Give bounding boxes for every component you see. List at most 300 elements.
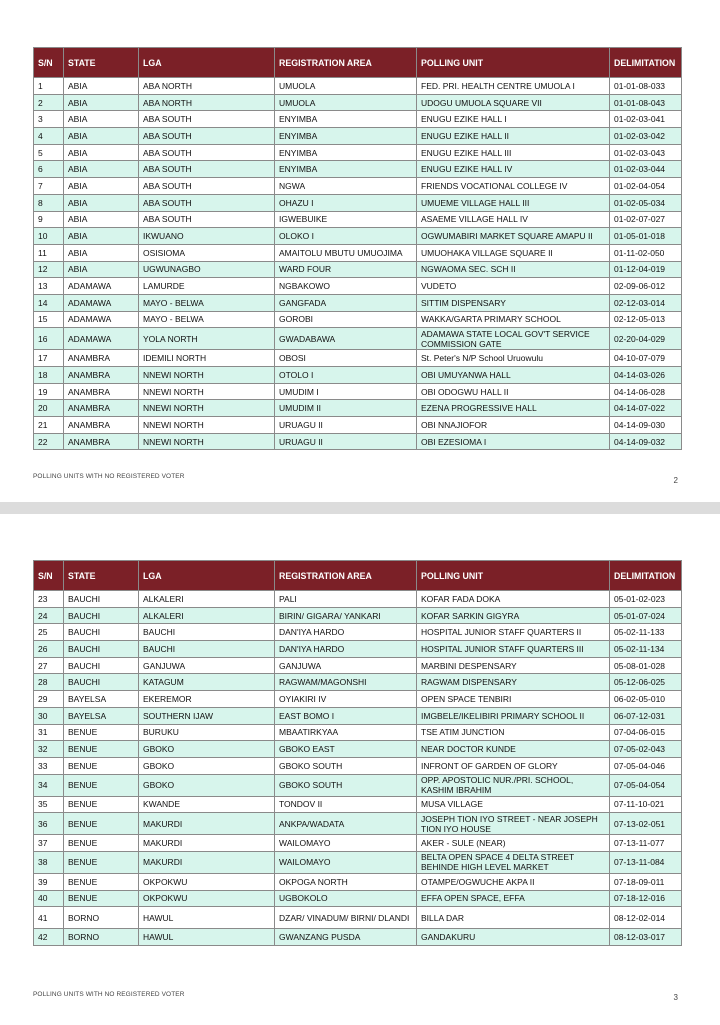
table-row xyxy=(34,78,682,95)
cell-registration-area: UMUOLA xyxy=(275,94,417,111)
table-row xyxy=(34,144,682,161)
cell-registration-area: PALI xyxy=(275,591,417,608)
cell-lga: ABA SOUTH xyxy=(139,211,275,228)
cell-state: BORNO xyxy=(64,907,139,929)
cell-state: ABIA xyxy=(64,178,139,195)
cell-delimitation: 01-02-07-027 xyxy=(610,211,682,228)
cell-state: ABIA xyxy=(64,194,139,211)
cell-delimitation: 04-10-07-079 xyxy=(610,350,682,367)
cell-registration-area: GBOKO EAST xyxy=(275,741,417,758)
table-header-row xyxy=(34,48,682,78)
cell-polling-unit: ENUGU EZIKE HALL III xyxy=(417,144,610,161)
cell-registration-area: WARD FOUR xyxy=(275,261,417,278)
cell-lga: BAUCHI xyxy=(139,641,275,658)
cell-registration-area: OYIAKIRI IV xyxy=(275,691,417,708)
cell-polling-unit: St. Peter's N/P School Uruowulu xyxy=(417,350,610,367)
cell-delimitation: 01-02-03-044 xyxy=(610,161,682,178)
cell-sn: 16 xyxy=(34,328,64,350)
cell-polling-unit: GANDAKURU xyxy=(417,929,610,946)
cell-state: ADAMAWA xyxy=(64,328,139,350)
cell-lga: YOLA NORTH xyxy=(139,328,275,350)
cell-sn: 17 xyxy=(34,350,64,367)
cell-sn: 20 xyxy=(34,400,64,417)
table-row xyxy=(34,591,682,608)
header-polling-unit: POLLING UNIT xyxy=(417,48,610,78)
cell-registration-area: UGBOKOLO xyxy=(275,890,417,907)
cell-sn: 5 xyxy=(34,144,64,161)
cell-delimitation: 07-04-06-015 xyxy=(610,724,682,741)
table-row xyxy=(34,707,682,724)
cell-state: BORNO xyxy=(64,929,139,946)
cell-registration-area: OBOSI xyxy=(275,350,417,367)
cell-registration-area: GBOKO SOUTH xyxy=(275,757,417,774)
header-polling-unit: POLLING UNIT xyxy=(417,561,610,591)
cell-sn: 25 xyxy=(34,624,64,641)
cell-state: ABIA xyxy=(64,128,139,145)
cell-registration-area: NGBAKOWO xyxy=(275,278,417,295)
cell-delimitation: 05-02-11-134 xyxy=(610,641,682,658)
cell-polling-unit: OBI UMUYANWA HALL xyxy=(417,367,610,384)
cell-delimitation: 02-12-05-013 xyxy=(610,311,682,328)
cell-lga: LAMURDE xyxy=(139,278,275,295)
cell-sn: 12 xyxy=(34,261,64,278)
cell-sn: 14 xyxy=(34,294,64,311)
cell-state: ADAMAWA xyxy=(64,311,139,328)
cell-delimitation: 05-01-02-023 xyxy=(610,591,682,608)
cell-state: ANAMBRA xyxy=(64,400,139,417)
cell-registration-area: OKPOGA NORTH xyxy=(275,873,417,890)
cell-lga: GBOKO xyxy=(139,741,275,758)
document-page-3 xyxy=(0,514,720,1025)
cell-lga: ABA SOUTH xyxy=(139,128,275,145)
cell-sn: 9 xyxy=(34,211,64,228)
cell-state: BAUCHI xyxy=(64,607,139,624)
header-state: STATE xyxy=(64,561,139,591)
cell-state: BAYELSA xyxy=(64,691,139,708)
cell-delimitation: 07-13-11-077 xyxy=(610,835,682,852)
header-lga: LGA xyxy=(139,561,275,591)
cell-registration-area: BIRIN/ GIGARA/ YANKARI xyxy=(275,607,417,624)
table-row xyxy=(34,128,682,145)
cell-sn: 13 xyxy=(34,278,64,295)
cell-delimitation: 07-11-10-021 xyxy=(610,796,682,813)
cell-delimitation: 05-12-06-025 xyxy=(610,674,682,691)
table-row xyxy=(34,194,682,211)
cell-polling-unit: RAGWAM DISPENSARY xyxy=(417,674,610,691)
cell-state: ABIA xyxy=(64,111,139,128)
cell-lga: ABA NORTH xyxy=(139,78,275,95)
cell-lga: NNEWI NORTH xyxy=(139,417,275,434)
cell-registration-area: GWANZANG PUSDA xyxy=(275,929,417,946)
cell-state: BENUE xyxy=(64,741,139,758)
cell-state: BENUE xyxy=(64,835,139,852)
cell-lga: KATAGUM xyxy=(139,674,275,691)
cell-sn: 21 xyxy=(34,417,64,434)
cell-delimitation: 02-20-04-029 xyxy=(610,328,682,350)
cell-state: ABIA xyxy=(64,78,139,95)
cell-state: BAUCHI xyxy=(64,657,139,674)
cell-delimitation: 04-14-09-030 xyxy=(610,417,682,434)
cell-registration-area: NGWA xyxy=(275,178,417,195)
cell-sn: 35 xyxy=(34,796,64,813)
cell-lga: MAKURDI xyxy=(139,851,275,873)
table-row xyxy=(34,757,682,774)
table-row xyxy=(34,294,682,311)
cell-sn: 27 xyxy=(34,657,64,674)
cell-polling-unit: HOSPITAL JUNIOR STAFF QUARTERS III xyxy=(417,641,610,658)
cell-registration-area: ENYIMBA xyxy=(275,111,417,128)
cell-polling-unit: OBI NNAJIOFOR xyxy=(417,417,610,434)
cell-lga: GBOKO xyxy=(139,774,275,796)
cell-registration-area: OTOLO I xyxy=(275,367,417,384)
cell-registration-area: AMAITOLU MBUTU UMUOJIMA xyxy=(275,244,417,261)
cell-registration-area: UMUDIM I xyxy=(275,383,417,400)
cell-state: BAYELSA xyxy=(64,707,139,724)
cell-delimitation: 01-02-05-034 xyxy=(610,194,682,211)
cell-registration-area: GANJUWA xyxy=(275,657,417,674)
cell-sn: 10 xyxy=(34,228,64,245)
table-row xyxy=(34,741,682,758)
cell-registration-area: WAILOMAYO xyxy=(275,835,417,852)
table-row xyxy=(34,367,682,384)
cell-polling-unit: MARBINI DESPENSARY xyxy=(417,657,610,674)
cell-polling-unit: BILLA DAR xyxy=(417,907,610,929)
cell-lga: MAYO - BELWA xyxy=(139,311,275,328)
cell-delimitation: 04-14-06-028 xyxy=(610,383,682,400)
cell-lga: IDEMILI NORTH xyxy=(139,350,275,367)
cell-state: ANAMBRA xyxy=(64,383,139,400)
cell-delimitation: 08-12-03-017 xyxy=(610,929,682,946)
page-footer: POLLING UNITS WITH NO REGISTERED VOTER xyxy=(33,991,185,998)
cell-polling-unit: WAKKA/GARTA PRIMARY SCHOOL xyxy=(417,311,610,328)
table-row xyxy=(34,873,682,890)
polling-units-table xyxy=(33,560,682,946)
cell-polling-unit: KOFAR FADA DOKA xyxy=(417,591,610,608)
cell-state: BAUCHI xyxy=(64,641,139,658)
cell-state: BENUE xyxy=(64,796,139,813)
cell-polling-unit: FED. PRI. HEALTH CENTRE UMUOLA I xyxy=(417,78,610,95)
cell-lga: ABA SOUTH xyxy=(139,194,275,211)
cell-sn: 28 xyxy=(34,674,64,691)
document-page-2 xyxy=(0,0,720,502)
cell-state: BENUE xyxy=(64,890,139,907)
cell-lga: GANJUWA xyxy=(139,657,275,674)
cell-state: BAUCHI xyxy=(64,624,139,641)
cell-sn: 38 xyxy=(34,851,64,873)
cell-lga: ALKALERI xyxy=(139,607,275,624)
cell-state: BAUCHI xyxy=(64,674,139,691)
cell-sn: 40 xyxy=(34,890,64,907)
table-row xyxy=(34,724,682,741)
cell-sn: 26 xyxy=(34,641,64,658)
table-row xyxy=(34,890,682,907)
cell-lga: SOUTHERN IJAW xyxy=(139,707,275,724)
cell-delimitation: 02-09-06-012 xyxy=(610,278,682,295)
cell-sn: 6 xyxy=(34,161,64,178)
header-state: STATE xyxy=(64,48,139,78)
table-row xyxy=(34,607,682,624)
table-row xyxy=(34,796,682,813)
cell-polling-unit: EFFA OPEN SPACE, EFFA xyxy=(417,890,610,907)
cell-polling-unit: HOSPITAL JUNIOR STAFF QUARTERS II xyxy=(417,624,610,641)
cell-delimitation: 07-18-09-011 xyxy=(610,873,682,890)
cell-delimitation: 07-05-04-046 xyxy=(610,757,682,774)
header-registration-area: REGISTRATION AREA xyxy=(275,561,417,591)
cell-polling-unit: ADAMAWA STATE LOCAL GOV'T SERVICE COMMISSION GATE xyxy=(417,328,610,350)
cell-lga: HAWUL xyxy=(139,929,275,946)
cell-delimitation: 05-01-07-024 xyxy=(610,607,682,624)
header-sn: S/N xyxy=(34,48,64,78)
cell-state: ABIA xyxy=(64,211,139,228)
cell-registration-area: RAGWAM/MAGONSHI xyxy=(275,674,417,691)
cell-sn: 22 xyxy=(34,433,64,450)
cell-polling-unit: NGWAOMA SEC. SCH II xyxy=(417,261,610,278)
table-row xyxy=(34,433,682,450)
cell-delimitation: 01-05-01-018 xyxy=(610,228,682,245)
cell-sn: 30 xyxy=(34,707,64,724)
cell-state: BENUE xyxy=(64,813,139,835)
cell-registration-area: ANKPA/WADATA xyxy=(275,813,417,835)
cell-state: ADAMAWA xyxy=(64,294,139,311)
cell-sn: 11 xyxy=(34,244,64,261)
table-row xyxy=(34,261,682,278)
cell-lga: ABA SOUTH xyxy=(139,161,275,178)
table-row xyxy=(34,211,682,228)
table-row xyxy=(34,383,682,400)
cell-state: BENUE xyxy=(64,757,139,774)
header-registration-area: REGISTRATION AREA xyxy=(275,48,417,78)
cell-polling-unit: FRIENDS VOCATIONAL COLLEGE IV xyxy=(417,178,610,195)
cell-sn: 18 xyxy=(34,367,64,384)
cell-registration-area: IGWEBUIKE xyxy=(275,211,417,228)
cell-registration-area: ENYIMBA xyxy=(275,144,417,161)
cell-state: ANAMBRA xyxy=(64,367,139,384)
header-delimitation: DELIMITATION xyxy=(610,48,682,78)
cell-lga: ALKALERI xyxy=(139,591,275,608)
cell-registration-area: GWADABAWA xyxy=(275,328,417,350)
cell-polling-unit: OTAMPE/OGWUCHE AKPA II xyxy=(417,873,610,890)
cell-lga: BAUCHI xyxy=(139,624,275,641)
cell-polling-unit: KOFAR SARKIN GIGYRA xyxy=(417,607,610,624)
cell-delimitation: 07-05-02-043 xyxy=(610,741,682,758)
cell-lga: BURUKU xyxy=(139,724,275,741)
cell-sn: 37 xyxy=(34,835,64,852)
cell-delimitation: 07-05-04-054 xyxy=(610,774,682,796)
cell-state: BENUE xyxy=(64,851,139,873)
cell-registration-area: DAN'IYA HARDO xyxy=(275,641,417,658)
cell-polling-unit: OPP. APOSTOLIC NUR./PRI. SCHOOL, KASHIM IBRAHIM xyxy=(417,774,610,796)
cell-state: ABIA xyxy=(64,144,139,161)
cell-sn: 23 xyxy=(34,591,64,608)
cell-lga: ABA SOUTH xyxy=(139,178,275,195)
cell-delimitation: 07-13-02-051 xyxy=(610,813,682,835)
table-row xyxy=(34,350,682,367)
cell-state: ABIA xyxy=(64,261,139,278)
cell-delimitation: 05-08-01-028 xyxy=(610,657,682,674)
cell-lga: NNEWI NORTH xyxy=(139,433,275,450)
cell-lga: IKWUANO xyxy=(139,228,275,245)
cell-polling-unit: AKER - SULE (NEAR) xyxy=(417,835,610,852)
cell-polling-unit: UDOGU UMUOLA SQUARE VII xyxy=(417,94,610,111)
cell-delimitation: 08-12-02-014 xyxy=(610,907,682,929)
table-row xyxy=(34,813,682,835)
cell-polling-unit: ENUGU EZIKE HALL IV xyxy=(417,161,610,178)
cell-sn: 8 xyxy=(34,194,64,211)
cell-state: ABIA xyxy=(64,228,139,245)
cell-delimitation: 01-02-03-042 xyxy=(610,128,682,145)
polling-units-table xyxy=(33,47,682,450)
cell-sn: 7 xyxy=(34,178,64,195)
table-row xyxy=(34,400,682,417)
cell-delimitation: 07-13-11-084 xyxy=(610,851,682,873)
cell-lga: HAWUL xyxy=(139,907,275,929)
table-row xyxy=(34,111,682,128)
cell-registration-area: URUAGU II xyxy=(275,417,417,434)
cell-sn: 15 xyxy=(34,311,64,328)
cell-polling-unit: NEAR DOCTOR KUNDE xyxy=(417,741,610,758)
cell-registration-area: ENYIMBA xyxy=(275,161,417,178)
cell-sn: 31 xyxy=(34,724,64,741)
cell-sn: 34 xyxy=(34,774,64,796)
cell-polling-unit: OBI EZESIOMA I xyxy=(417,433,610,450)
cell-lga: ABA SOUTH xyxy=(139,144,275,161)
cell-polling-unit: MUSA VILLAGE xyxy=(417,796,610,813)
cell-state: ANAMBRA xyxy=(64,350,139,367)
cell-state: ANAMBRA xyxy=(64,417,139,434)
cell-polling-unit: IMGBELE/IKELIBIRI PRIMARY SCHOOL II xyxy=(417,707,610,724)
cell-sn: 42 xyxy=(34,929,64,946)
table-row xyxy=(34,851,682,873)
table-row xyxy=(34,161,682,178)
cell-sn: 29 xyxy=(34,691,64,708)
cell-lga: KWANDE xyxy=(139,796,275,813)
cell-delimitation: 06-02-05-010 xyxy=(610,691,682,708)
cell-sn: 41 xyxy=(34,907,64,929)
cell-lga: ABA NORTH xyxy=(139,94,275,111)
cell-registration-area: OLOKO I xyxy=(275,228,417,245)
cell-sn: 33 xyxy=(34,757,64,774)
cell-lga: NNEWI NORTH xyxy=(139,383,275,400)
table-row xyxy=(34,278,682,295)
cell-lga: MAKURDI xyxy=(139,813,275,835)
cell-state: ABIA xyxy=(64,94,139,111)
cell-polling-unit: VUDETO xyxy=(417,278,610,295)
cell-delimitation: 05-02-11-133 xyxy=(610,624,682,641)
cell-polling-unit: TSE ATIM JUNCTION xyxy=(417,724,610,741)
cell-state: BENUE xyxy=(64,774,139,796)
table-header-row xyxy=(34,561,682,591)
cell-registration-area: OHAZU I xyxy=(275,194,417,211)
cell-state: ABIA xyxy=(64,244,139,261)
cell-state: ABIA xyxy=(64,161,139,178)
cell-delimitation: 04-14-09-032 xyxy=(610,433,682,450)
cell-state: BENUE xyxy=(64,873,139,890)
cell-lga: NNEWI NORTH xyxy=(139,367,275,384)
cell-lga: OSISIOMA xyxy=(139,244,275,261)
cell-sn: 32 xyxy=(34,741,64,758)
cell-registration-area: UMUOLA xyxy=(275,78,417,95)
cell-delimitation: 01-01-08-033 xyxy=(610,78,682,95)
cell-delimitation: 02-12-03-014 xyxy=(610,294,682,311)
table-row xyxy=(34,929,682,946)
cell-state: BAUCHI xyxy=(64,591,139,608)
cell-lga: ABA SOUTH xyxy=(139,111,275,128)
cell-registration-area: TONDOV II xyxy=(275,796,417,813)
cell-polling-unit: BELTA OPEN SPACE 4 DELTA STREET BEHINDE HIGH LEVEL MARKET xyxy=(417,851,610,873)
cell-polling-unit: EZENA PROGRESSIVE HALL xyxy=(417,400,610,417)
cell-polling-unit: UMUEME VILLAGE HALL III xyxy=(417,194,610,211)
cell-delimitation: 04-14-07-022 xyxy=(610,400,682,417)
cell-lga: UGWUNAGBO xyxy=(139,261,275,278)
cell-registration-area: GANGFADA xyxy=(275,294,417,311)
header-lga: LGA xyxy=(139,48,275,78)
header-delimitation: DELIMITATION xyxy=(610,561,682,591)
table-row xyxy=(34,178,682,195)
cell-polling-unit: OBI ODOGWU HALL II xyxy=(417,383,610,400)
header-sn: S/N xyxy=(34,561,64,591)
cell-delimitation: 06-07-12-031 xyxy=(610,707,682,724)
cell-state: BENUE xyxy=(64,724,139,741)
cell-registration-area: EAST BOMO I xyxy=(275,707,417,724)
cell-polling-unit: INFRONT OF GARDEN OF GLORY xyxy=(417,757,610,774)
table-row xyxy=(34,835,682,852)
cell-registration-area: ENYIMBA xyxy=(275,128,417,145)
table-row xyxy=(34,774,682,796)
cell-polling-unit: OPEN SPACE TENBIRI xyxy=(417,691,610,708)
cell-registration-area: URUAGU II xyxy=(275,433,417,450)
page-number: 3 xyxy=(673,993,678,1002)
table-row xyxy=(34,674,682,691)
table-row xyxy=(34,94,682,111)
cell-registration-area: GBOKO SOUTH xyxy=(275,774,417,796)
cell-polling-unit: ASAEME VILLAGE HALL IV xyxy=(417,211,610,228)
table-row xyxy=(34,311,682,328)
table-row xyxy=(34,328,682,350)
table-row xyxy=(34,907,682,929)
cell-polling-unit: ENUGU EZIKE HALL II xyxy=(417,128,610,145)
page-number: 2 xyxy=(673,476,678,485)
cell-polling-unit: OGWUMABIRI MARKET SQUARE AMAPU II xyxy=(417,228,610,245)
table-row xyxy=(34,641,682,658)
cell-delimitation: 01-01-08-043 xyxy=(610,94,682,111)
cell-lga: OKPOKWU xyxy=(139,890,275,907)
table-row xyxy=(34,228,682,245)
cell-polling-unit: JOSEPH TION IYO STREET - NEAR JOSEPH TION IYO HOUSE xyxy=(417,813,610,835)
table-row xyxy=(34,244,682,261)
cell-lga: GBOKO xyxy=(139,757,275,774)
cell-delimitation: 01-12-04-019 xyxy=(610,261,682,278)
cell-delimitation: 07-18-12-016 xyxy=(610,890,682,907)
cell-lga: NNEWI NORTH xyxy=(139,400,275,417)
cell-sn: 39 xyxy=(34,873,64,890)
cell-polling-unit: ENUGU EZIKE HALL I xyxy=(417,111,610,128)
cell-delimitation: 01-02-03-043 xyxy=(610,144,682,161)
cell-polling-unit: SITTIM DISPENSARY xyxy=(417,294,610,311)
cell-sn: 2 xyxy=(34,94,64,111)
cell-registration-area: WAILOMAYO xyxy=(275,851,417,873)
cell-sn: 4 xyxy=(34,128,64,145)
page-footer: POLLING UNITS WITH NO REGISTERED VOTER xyxy=(33,473,185,480)
cell-state: ANAMBRA xyxy=(64,433,139,450)
cell-delimitation: 04-14-03-026 xyxy=(610,367,682,384)
cell-sn: 3 xyxy=(34,111,64,128)
cell-registration-area: MBAATIRKYAA xyxy=(275,724,417,741)
cell-delimitation: 01-02-04-054 xyxy=(610,178,682,195)
cell-state: ADAMAWA xyxy=(64,278,139,295)
cell-registration-area: DAN'IYA HARDO xyxy=(275,624,417,641)
cell-lga: EKEREMOR xyxy=(139,691,275,708)
cell-sn: 36 xyxy=(34,813,64,835)
